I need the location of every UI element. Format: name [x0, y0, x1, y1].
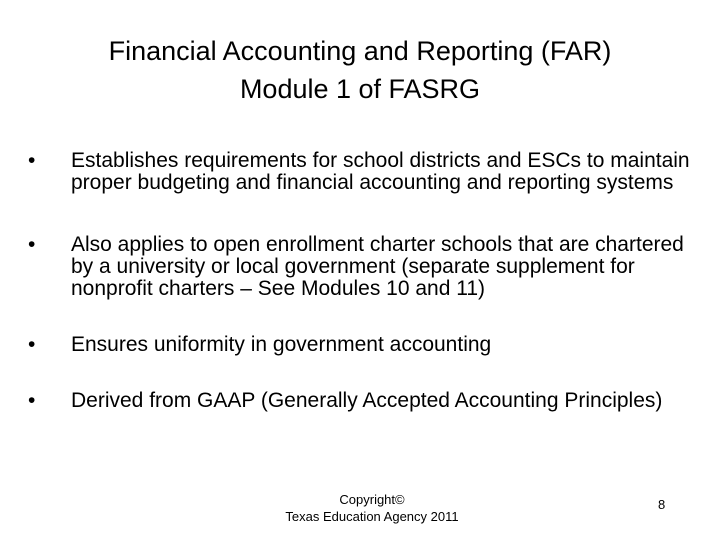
- bullet-text: Ensures uniformity in government accounting: [71, 333, 492, 356]
- copyright-line-2: Texas Education Agency 2011: [285, 509, 459, 524]
- slide-title-line-2: Module 1 of FASRG: [239, 74, 481, 104]
- bullet-item: [28, 150, 708, 194]
- slide-title-line-1: Financial Accounting and Reporting (FAR): [108, 36, 612, 66]
- bullet-text: Derived from GAAP (Generally Accepted Accounting Principles): [71, 389, 663, 412]
- bullet-item: [28, 334, 708, 356]
- bullet-item: [28, 234, 708, 300]
- bullet-dot: •: [28, 149, 36, 172]
- bullet-text: Also applies to open enrollment charter schools that are chartered by a university or local government (separate supplement for nonprofit charters – See Modules 10 and 11): [71, 233, 684, 300]
- copyright-notice: [262, 491, 482, 525]
- bullet-list: [28, 150, 708, 412]
- page-number: 8: [658, 497, 666, 512]
- bullet-dot: •: [28, 233, 36, 256]
- bullet-dot: •: [28, 389, 36, 412]
- copyright-line-1: Copyright©: [339, 492, 405, 507]
- bullet-text: Establishes requirements for school districts and ESCs to maintain proper budgeting and financial accounting and reporting systems: [71, 149, 690, 194]
- slide-title: [0, 32, 720, 108]
- bullet-item: [28, 390, 708, 412]
- bullet-dot: •: [28, 333, 36, 356]
